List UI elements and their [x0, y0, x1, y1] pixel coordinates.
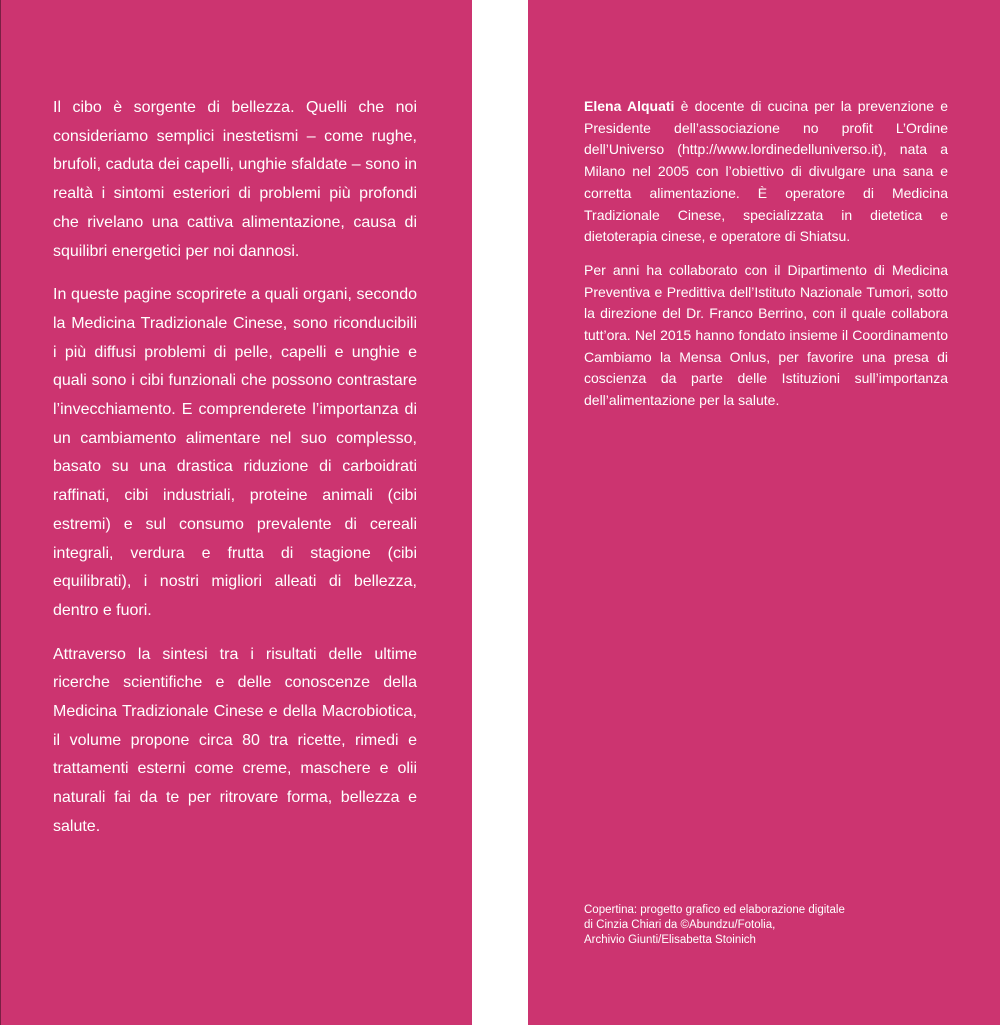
- description-paragraph-2: In queste pagine scoprirete a quali organi, secondo la Medicina Tradizionale Cinese, sono riconducibili i più diffusi problemi di pelle, capelli e unghie e quali sono i cibi funzionali che possono contrastare l’invecchiamento. E comprenderete l’importanza di un cambiamento alimentare nel suo complesso, basato su una drastica riduzione di carboidrati raffinati, cibi industriali, proteine animali (cibi estremi) e sul consumo prevalente di cereali integrali, verdura e frutta di stagione (cibi equilibrati), i nostri migliori alleati di bellezza, dentro e fuori.: [53, 286, 417, 619]
- center-gutter: [472, 0, 528, 1025]
- back-cover-left-panel: [0, 0, 472, 1025]
- bio-paragraph-1: [584, 96, 948, 248]
- author-bio-right-panel: [528, 0, 1000, 1025]
- credits-line-1: Copertina: progetto grafico ed elaborazione digitale: [584, 904, 845, 916]
- book-description: [53, 94, 417, 857]
- author-bio: [584, 96, 948, 424]
- bio-paragraph-2: Per anni ha collaborato con il Dipartimento di Medicina Preventiva e Predittiva dell’Istituto Nazionale Tumori, sotto la direzione del Dr. Franco Berrino, con il quale collabora tutt’ora. Nel 2015 hanno fondato insieme il Coordinamento Cambiamo la Mensa Onlus, per favorire una presa di coscienza da parte delle Istituzioni sull’importanza dell’alimentazione per la salute.: [584, 261, 948, 409]
- description-paragraph-1: Il cibo è sorgente di bellezza. Quelli che noi consideriamo semplici inestetismi – come rughe, brufoli, caduta dei capelli, unghie sfaldate – sono in realtà i sintomi esteriori di problemi più profondi che rivelano una cattiva alimentazione, causa di squilibri energetici per noi dannosi.: [53, 99, 417, 260]
- credits-line-2: di Cinzia Chiari da ©Abundzu/Fotolia,: [584, 919, 776, 931]
- description-paragraph-3: Attraverso la sintesi tra i risultati delle ultime ricerche scientifiche e delle conoscenze della Medicina Tradizionale Cinese e della Macrobiotica, il volume propone circa 80 tra ricette, rimedi e trattamenti esterni come creme, maschere e olii naturali fai da te per ritrovare forma, bellezza e salute.: [53, 645, 417, 835]
- credits-line-3: Archivio Giunti/Elisabetta Stoinich: [584, 934, 756, 946]
- bio-paragraph-1-text: è docente di cucina per la prevenzione e Presidente dell’associazione no profit L’Ordine dell’Universo (http://www.lordinedelluniverso.it), nata a Milano nel 2005 con l’obiettivo di divulgare una sana e corretta alimentazione. È operatore di Medicina Tradizionale Cinese, specializzata in dietetica e dietoterapia cinese, e operatore di Shiatsu.: [584, 98, 948, 245]
- author-name: Elena Alquati: [584, 98, 675, 114]
- cover-credits: [584, 903, 964, 948]
